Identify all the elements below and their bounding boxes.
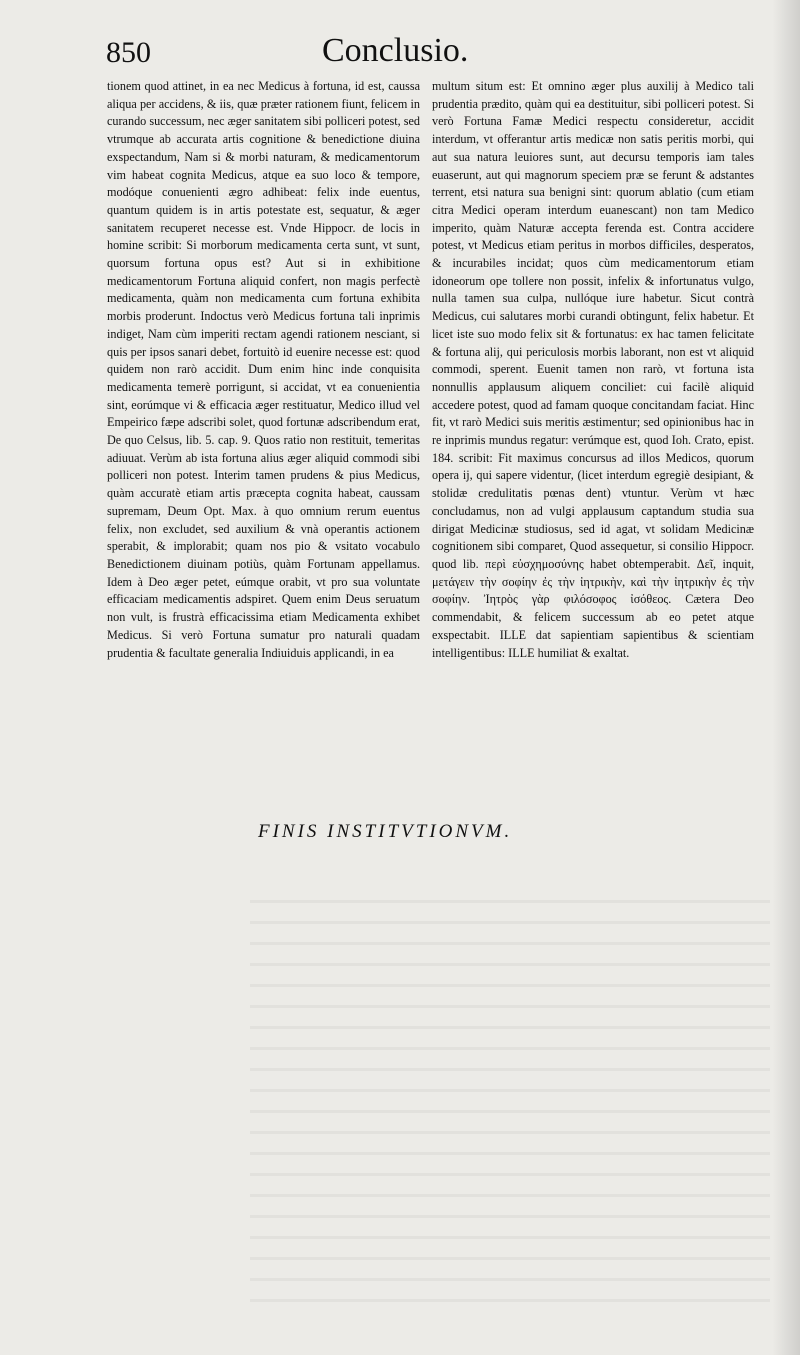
left-column <box>107 78 420 662</box>
bleed-through-heading <box>440 24 800 84</box>
left-column-text: tionem quod attinet, in ea nec Medicus à fortuna, id est, caussa aliqua per accidens, & iis, quæ præter rationem fiunt, felicem in curando successum, nec æger sanitatem sibi polliceri potest, sed vtrumque ab accurata artis cognitione & benedictione diuina exspectandum, Nam si & morbi naturam, & medicamentorum vim habeat cognita Medicus, atque ea suo loco & tempore, modóque conuenienti ægro adhibeat: felix inde euentus, quantum quidem is in artis potestate est, sequatur, & æger sanitatem recuperet necesse est. Vnde Hippocr. de locis in homine scribit: Si morborum medicamenta certa sunt, vt sunt, quorsum fortuna opus est? Aut si in exhibitione medicamentorum Fortuna aliquid confert, non magis perfectè medicamenta, quàm non medicamenta cum fortuna exhibita morbis proderunt. Indoctus verò Medicus fortuna tali inprimis indiget, Nam cùm imperiti rectam agendi rationem nesciant, si quis per ipsos sanari debet, fortuitò id euenire necesse est: quod quidem non rarò accidit. Dum enim hinc inde conquisita medicamenta temerè porrigunt, si accidat, vt ea conuenientia sint, eorúmque vi & efficacia æger restituatur, Medico illud vel Empeirico fæpe adscribi solet, quod fortunæ adscribendum erat, De quo Celsus, lib. 5. cap. 9. Quos ratio non restituit, temeritas adiuuat. Verùm ab ista fortuna alius æger aliquid commodi sibi polliceri non potest. Interim tamen prudens & pius Medicus, quàm accuratè etiam artis præcepta cognita habeat, caussam supremam, Deum Opt. Max. à quo omnium rerum euentus felix, non excludet, sed auxilium & vnà operantis actionem sperabit, & implorabit; quam nos pio & vsitato vocabulo Benedictionem diuinam potiùs, quàm Fortunam appellamus. Idem à Deo æger petet, eúmque orabit, vt pro sua voluntate efficaciam medicamentis adspiret. Quem enim Deus seruatum non vult, is frustrà efficacissima etiam Medicamenta exhibet Medicus. Si verò Fortuna sumatur pro naturali quadam prudentia & facultate generalia Indiuiduis applicandi, in ea <box>107 79 420 660</box>
bleed-through-text <box>250 900 770 1320</box>
running-head: Conclusio. <box>322 32 469 69</box>
right-column-text: multum situm est: Et omnino æger plus auxilij à Medico tali prudentia prædito, quàm qui ea destituitur, sibi polliceri potest. Si verò Fortuna Famæ Medici respectu consideretur, accidit interdum, vt offerantur artis medicæ non satis peritis morbi, qui aut sua natura leuiores sunt, aut decursu temporis iam tales euaserunt, aut qui magnorum speciem præ se ferunt & adstantes terrent, etsi natura sua benigni sint: quorum ablatio (cum etiam citra Medici operam interdum euanescant) non tam Medico imperito, quàm Naturæ accepta ferenda est. Contra accidere potest, vt Medicus etiam peritus in morbos difficiles, desperatos, & incurabiles incidat; quos cùm medicamentorum etiam idoneorum ope tollere non possit, infelix & infortunatus vulgo, nulla tamen sua culpa, nullóque iure habetur. Sicut contrà Medicus, cui salutares morbi curandi obtingunt, felix habetur. Et licet iste suo modo felix sit & fortunatus: ex hac tamen felicitate & fortuna alij, qui periculosis morbis laborant, non est vt aliquid commodi, sperent. Euenit tamen non rarò, vt fortuna ista nonnullis applausum aliquem conciliet: cui facilè aliquid accedere potest, quod ad famam quoque concitandam faciat. Hinc fit, vt rarò Medici suis meritis æstimentur; sed opinionibus hac in re inprimis mundus regatur: verúmque est, quod Ioh. Crato, epist. 184. scribit: Fit maximus concursus ad illos Medicos, quorum opera ij, qui sapere videntur, (licet interdum egregiè desipiant, & stolidæ credulitatis pœnas dent) vtuntur. Verùm vt hæc concludamus, non ad vulgi applausum captandum studia sua dirigat Medicinæ studiosus, sed id agat, vt solidam Medicinæ cognitionem sibi comparet, Quod assequetur, si consilio Hippocr. quod lib. περὶ εὐσχημοσύνης habet obtemperabit. Δεῖ, inquit, μετάγειν τὴν σοφίην ἐς τὴν ἰητρικὴν, καὶ τὴν ἰητρικὴν ἐς τὴν σοφίην. Ἰητρὸς γὰρ φιλόσοφος ἰσόθεος. Cætera Deo commendabit, & felicem successum ab eo petet atque exspectabit. ILLE dat sapientiam sapientibus & scientiam intelligentibus: ILLE humiliat & exaltat. <box>432 79 754 660</box>
colophon: FINIS INSTITVTIONVM. <box>258 821 513 842</box>
right-column <box>432 78 754 662</box>
page-gutter-shadow <box>772 0 800 1355</box>
page-number: 850 <box>106 36 151 69</box>
